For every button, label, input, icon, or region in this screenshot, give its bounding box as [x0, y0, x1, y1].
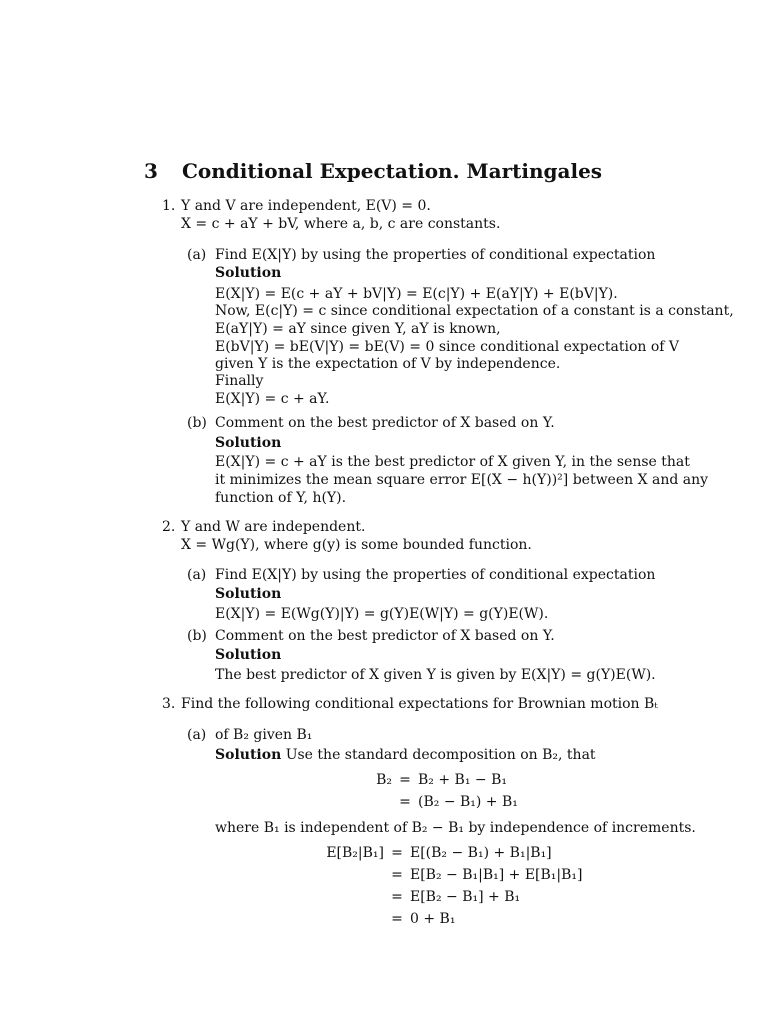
equation-lhs: E[B₂|B₁]: [326, 845, 384, 861]
equation-relation: =: [391, 845, 403, 861]
solution-text: Use the standard decomposition on B₂, that: [285, 747, 596, 763]
item-text: Find the following conditional expectations for Brownian motion Bₜ: [181, 696, 658, 712]
section-number: 3: [144, 159, 158, 183]
item-number: 1.: [162, 198, 176, 214]
part-label: (a): [187, 247, 207, 263]
equation-rhs: (B₂ − B₁) + B₁: [418, 794, 518, 810]
equation-row: [300, 910, 455, 928]
part-label: (a): [187, 727, 207, 743]
solution-line: it minimizes the mean square error E[(X − h(Y))²] between X and any: [215, 472, 709, 488]
equation-relation: =: [399, 772, 411, 788]
solution-label: Solution: [215, 586, 282, 602]
solution-line: E(bV|Y) = bE(V|Y) = bE(V) = 0 since conditional expectation of V: [215, 339, 680, 355]
equation-relation: =: [399, 794, 411, 810]
solution-line: E(X|Y) = E(c + aY + bV|Y) = E(c|Y) + E(aY|Y) + E(bV|Y).: [215, 286, 618, 302]
solution-line: given Y is the expectation of V by independence.: [215, 356, 561, 372]
section-heading: [144, 159, 602, 183]
solution-line: E(X|Y) = E(Wg(Y)|Y) = g(Y)E(W|Y) = g(Y)E(W).: [215, 606, 549, 622]
equation-row: [330, 771, 507, 789]
solution-label: Solution: [215, 265, 282, 281]
equation-rhs: E[B₂ − B₁] + B₁: [410, 889, 521, 905]
solution-line: E(X|Y) = c + aY.: [215, 391, 330, 407]
part-label: (a): [187, 567, 207, 583]
item-number: 2.: [162, 519, 176, 535]
solution-label: Solution: [215, 435, 282, 451]
solution-line: E(X|Y) = c + aY is the best predictor of X given Y, in the sense that: [215, 454, 690, 470]
part-label: (b): [187, 415, 207, 431]
solution-line: where B₁ is independent of B₂ − B₁ by independence of increments.: [215, 820, 696, 836]
part-question: Comment on the best predictor of X based on Y.: [215, 415, 555, 431]
solution-label: Solution: [215, 647, 282, 663]
equation-lhs: B₂: [376, 772, 392, 788]
solution-line: E(aY|Y) = aY since given Y, aY is known,: [215, 321, 501, 337]
equation-row: [300, 844, 552, 862]
solution-line: Finally: [215, 373, 264, 389]
part-question: of B₂ given B₁: [215, 727, 313, 743]
item-text: X = Wg(Y), where g(y) is some bounded function.: [181, 537, 532, 553]
equation-row: [300, 866, 582, 884]
part-question: Comment on the best predictor of X based on Y.: [215, 628, 555, 644]
equation-relation: =: [391, 889, 403, 905]
equation-row: [300, 888, 520, 906]
item-number: 3.: [162, 696, 176, 712]
solution-line: Now, E(c|Y) = c since conditional expectation of a constant is a constant,: [215, 303, 734, 319]
item-text: Y and W are independent.: [181, 519, 366, 535]
solution-line: [215, 746, 596, 764]
part-question: Find E(X|Y) by using the properties of conditional expectation: [215, 247, 656, 263]
equation-row: [330, 793, 518, 811]
equation-rhs: B₂ + B₁ − B₁: [418, 772, 507, 788]
solution-line: function of Y, h(Y).: [215, 490, 347, 506]
solution-line: The best predictor of X given Y is given by E(X|Y) = g(Y)E(W).: [215, 667, 656, 683]
equation-rhs: E[B₂ − B₁|B₁] + E[B₁|B₁]: [410, 867, 583, 883]
solution-label: Solution: [215, 747, 282, 763]
equation-relation: =: [391, 867, 403, 883]
part-label: (b): [187, 628, 207, 644]
section-title: Conditional Expectation. Martingales: [182, 159, 603, 183]
item-text: Y and V are independent, E(V) = 0.: [181, 198, 431, 214]
equation-rhs: 0 + B₁: [410, 911, 456, 927]
item-text: X = c + aY + bV, where a, b, c are constants.: [181, 216, 501, 232]
equation-rhs: E[(B₂ − B₁) + B₁|B₁]: [410, 845, 552, 861]
equation-relation: =: [391, 911, 403, 927]
part-question: Find E(X|Y) by using the properties of conditional expectation: [215, 567, 656, 583]
